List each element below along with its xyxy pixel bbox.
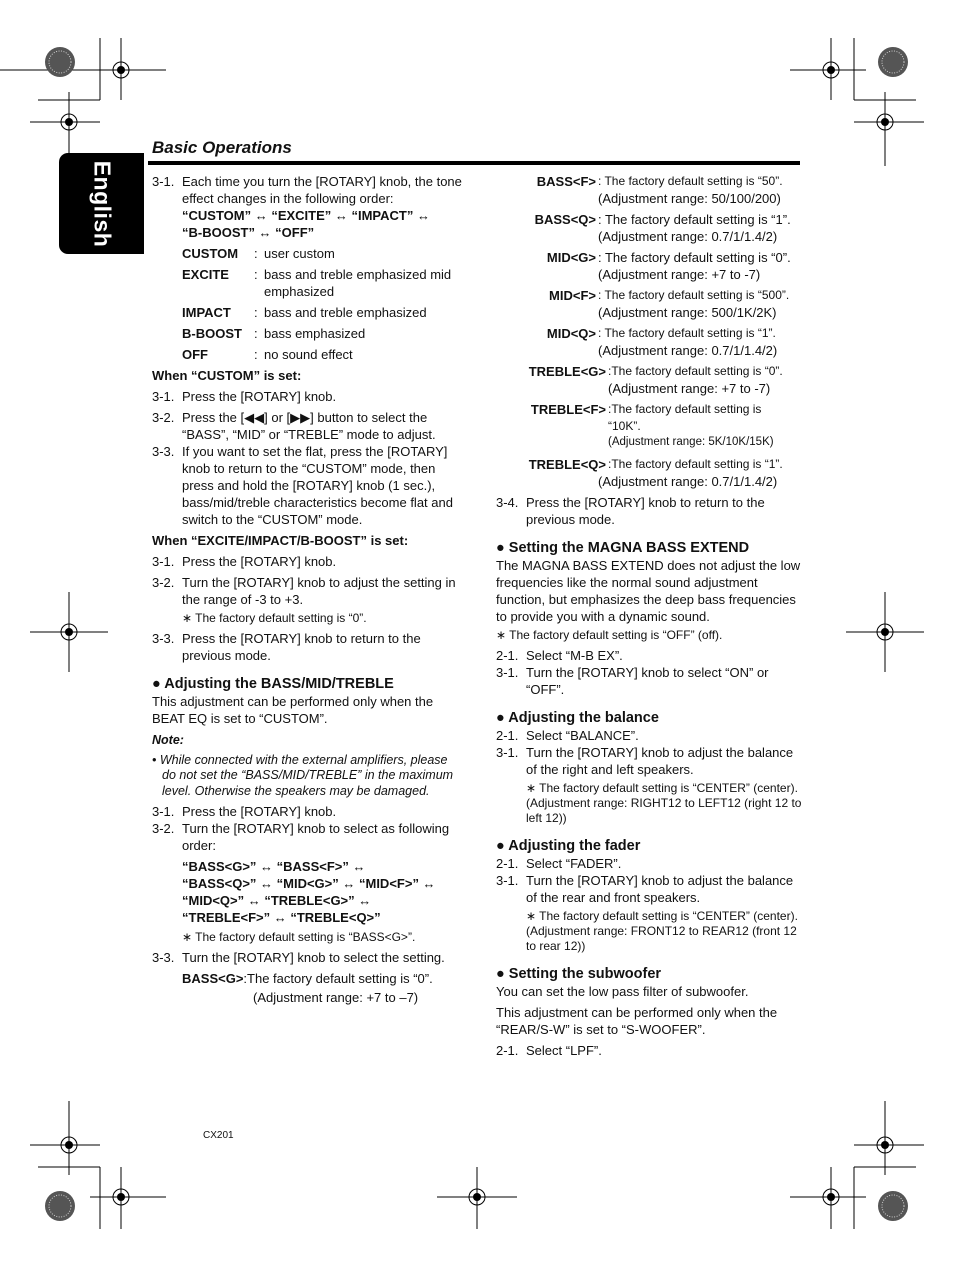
mode-row: IMPACT : bass and treble emphasized [182, 305, 427, 320]
adjust-row: MID<Q> : The factory default setting is “1”. [546, 326, 776, 341]
step: 3-1. Press the [ROTARY] knob. [152, 554, 337, 569]
section-title: Basic Operations [152, 138, 292, 157]
adjust-row: BASS<G>:The factory default setting is “0”. [182, 971, 433, 986]
step: 3-3. If you want to set the flat, press the [ROTARY] knob to return to the “CUSTOM” mode, then press and hold the [ROTARY] knob (1 sec.), bass/mid/treble characteristics become flat and switch to the “CUSTOM” mode. [152, 444, 453, 527]
step: 3-2. Press the [◀◀] or [▶▶] button to select the “BASS”, “MID” or “TREBLE” mode to adjust. [152, 410, 436, 442]
step: 3-3. Turn the [ROTARY] knob to select the setting. [152, 950, 445, 965]
adjust-range: (Adjustment range: 0.7/1/1.4/2) [598, 474, 778, 489]
adjust-row: BASS<F> : The factory default setting is “50”. [536, 174, 783, 189]
step: 3-1. Press the [ROTARY] knob. [152, 804, 337, 819]
adjust-range: (Adjustment range: 50/100/200) [598, 191, 781, 206]
step: 3-3. Press the [ROTARY] knob to return to the previous mode. [152, 631, 421, 663]
adjust-range: (Adjustment range: +7 to -7) [598, 267, 761, 282]
adjust-range: (Adjustment range: 500/1K/2K) [598, 305, 777, 320]
default-note: ∗ The factory default setting is “OFF” (off). [496, 628, 723, 642]
mode-row: CUSTOM : user custom [182, 246, 335, 261]
title-rule [148, 161, 800, 165]
step: 3-1. Press the [ROTARY] knob. [152, 389, 337, 404]
subheading: When “EXCITE/IMPACT/B-BOOST” is set: [152, 533, 409, 548]
adjust-range: (Adjustment range: 0.7/1/1.4/2) [598, 343, 778, 358]
section-heading: ● Adjusting the fader [496, 838, 641, 854]
language-tab-label: English [89, 160, 115, 247]
default-note: ∗ The factory default setting is “0”. [182, 611, 367, 625]
left-column [152, 173, 462, 1006]
section-heading: ● Adjusting the balance [496, 710, 659, 726]
mode-row: OFF : no sound effect [182, 347, 353, 362]
paragraph: The MAGNA BASS EXTEND does not adjust the low frequencies like the normal sound adjustment function, but emphasizes the deep bass frequencies to provide you with a dynamic sound. [496, 558, 801, 624]
step: 2-1. Select “LPF”. [496, 1043, 602, 1058]
step: 3-2. Turn the [ROTARY] knob to adjust the setting in the range of -3 to +3. [152, 575, 456, 607]
order-line: “CUSTOM” ↔ “EXCITE” ↔ “IMPACT” ↔ [182, 208, 430, 223]
adjust-row: TREBLE<G> :The factory default setting is “0”. [528, 364, 783, 379]
order-line: “BASS<G>” ↔ “BASS<F>” ↔ [182, 859, 366, 874]
step: 2-1. Select “M-B EX”. [496, 648, 623, 663]
step: 2-1. Select “FADER”. [496, 856, 622, 871]
section-heading: ● Setting the MAGNA BASS EXTEND [496, 540, 750, 556]
adjust-range: (Adjustment range: +7 to –7) [253, 990, 419, 1005]
step: 2-1. Select “BALANCE”. [496, 728, 639, 743]
right-column [496, 173, 802, 1059]
order-line: “B-BOOST” ↔ “OFF” [182, 225, 315, 240]
adjust-row: BASS<Q> : The factory default setting is “1”. [534, 212, 791, 227]
section-heading: ● Setting the subwoofer [496, 966, 662, 982]
adjust-row: MID<F> : The factory default setting is “500”. [549, 288, 790, 303]
adjust-range: (Adjustment range: 5K/10K/15K) [608, 436, 774, 448]
subheading: When “CUSTOM” is set: [152, 368, 302, 383]
mode-row: B-BOOST : bass emphasized [182, 326, 366, 341]
order-line: “MID<Q>” ↔ “TREBLE<G>” ↔ [182, 893, 372, 908]
default-note: ∗ The factory default setting is “CENTER” (center). (Adjustment range: FRONT12 to REAR12 (front 12 to rear 12)) [526, 909, 798, 953]
adjust-row: TREBLE<Q> :The factory default setting is “1”. [528, 457, 783, 472]
step: 3-2. Turn the [ROTARY] knob to select as following order: [152, 821, 450, 853]
paragraph: This adjustment can be performed only when the “REAR/S-W” is set to “S-WOOFER”. [496, 1005, 778, 1037]
default-note: ∗ The factory default setting is “CENTER” (center). (Adjustment range: RIGHT12 to LEFT12 (right 12 to left 12)) [526, 781, 802, 825]
model-code: CX201 [203, 1130, 234, 1141]
note-text: • While connected with the external amplifiers, please do not set the “BASS/MID/TREBLE” in the maximum level. Otherwise the speakers may be damaged. [152, 752, 454, 798]
adjust-row: MID<G> : The factory default setting is “0”. [546, 250, 791, 265]
adjust-row: TREBLE<F> :The factory default setting is “10K”. [530, 402, 762, 433]
step: 3-1. Turn the [ROTARY] knob to adjust the balance of the rear and front speakers. [496, 873, 794, 905]
mode-row: EXCITE : bass and treble emphasized mid emphasized [182, 267, 452, 299]
paragraph: You can set the low pass filter of subwoofer. [496, 984, 749, 999]
note-label: Note: [152, 733, 184, 747]
order-line: “TREBLE<F>” ↔ “TREBLE<Q>” [182, 910, 381, 925]
step: 3-1. Each time you turn the [ROTARY] knob, the tone effect changes in the following order: [152, 174, 462, 206]
step: 3-4. Press the [ROTARY] knob to return to the previous mode. [496, 495, 765, 527]
language-tab [59, 153, 144, 254]
adjust-range: (Adjustment range: +7 to -7) [608, 381, 771, 396]
section-heading: ● Adjusting the BASS/MID/TREBLE [152, 676, 394, 692]
step: 3-1. Turn the [ROTARY] knob to select “ON” or “OFF”. [496, 665, 769, 697]
paragraph: This adjustment can be performed only when the BEAT EQ is set to “CUSTOM”. [152, 694, 434, 726]
adjust-range: (Adjustment range: 0.7/1/1.4/2) [598, 229, 778, 244]
order-line: “BASS<Q>” ↔ “MID<G>” ↔ “MID<F>” ↔ [182, 876, 436, 891]
step: 3-1. Turn the [ROTARY] knob to adjust the balance of the right and left speakers. [496, 745, 794, 777]
default-note: ∗ The factory default setting is “BASS<G>”. [182, 930, 416, 944]
